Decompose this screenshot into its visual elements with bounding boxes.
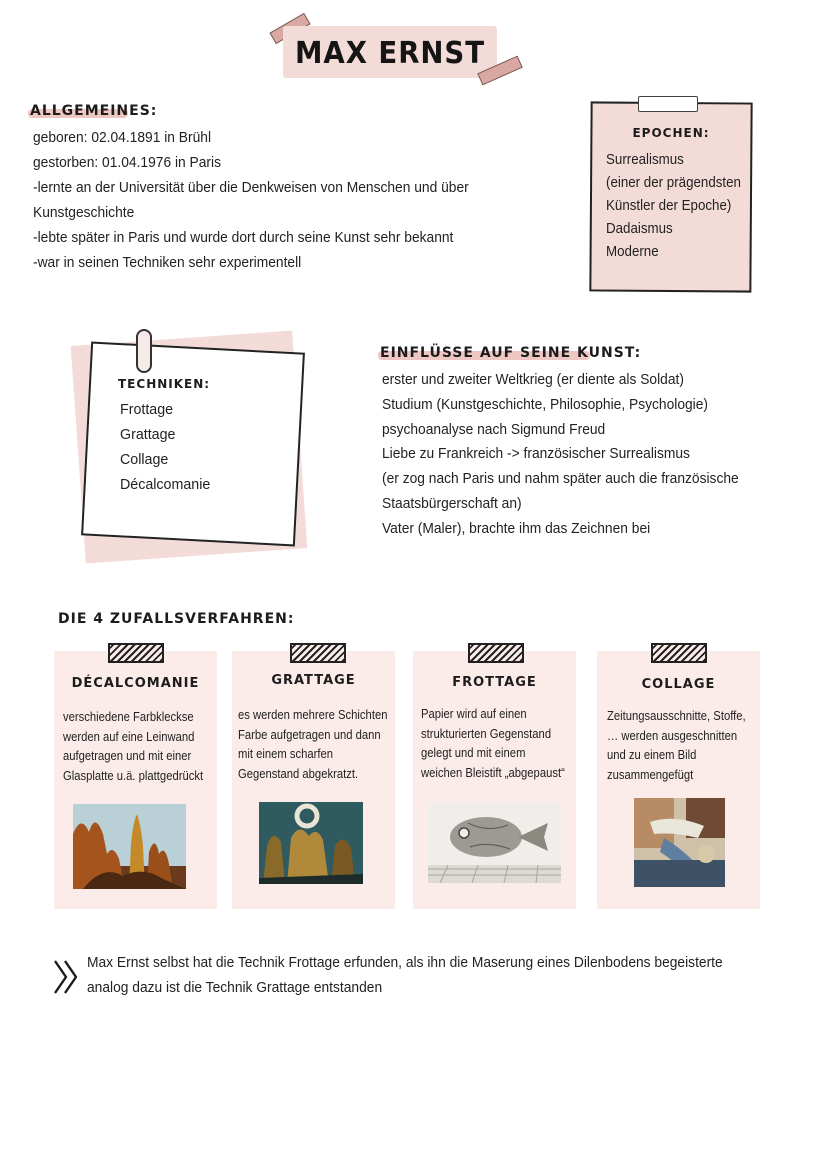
text-line: … werden ausgeschnitten <box>607 728 738 743</box>
techniken-list <box>120 397 215 497</box>
panel-text <box>63 708 223 786</box>
text-line: gelegt und mit einem <box>421 746 526 760</box>
paper-clip-icon <box>136 329 152 373</box>
text-line: Vater (Maler), brachte ihm das Zeichnen bei <box>382 519 651 537</box>
paper-clip-icon <box>638 96 698 112</box>
striped-tape-icon <box>108 643 164 663</box>
page-title: MAX ERNST <box>295 36 485 71</box>
text-line: es werden mehrere Schichten <box>238 708 388 722</box>
text-line: psychoanalyse nach Sigmund Freud <box>382 420 606 438</box>
list-item: Dadaismus <box>606 221 673 237</box>
list-item: Moderne <box>606 244 659 260</box>
text-line: strukturierten Gegenstand <box>421 726 552 741</box>
list-item: Collage <box>120 451 169 468</box>
list-item: Grattage <box>120 426 176 443</box>
double-chevron-right-icon <box>52 957 82 997</box>
decalcomanie-artwork <box>73 804 186 889</box>
grattage-artwork <box>259 802 363 884</box>
list-item: Frottage <box>120 401 174 418</box>
text-line: Papier wird auf einen <box>421 707 527 721</box>
zufallsverfahren-heading: DIE 4 ZUFALLSVERFAHREN: <box>58 611 295 627</box>
panel-text <box>607 707 767 785</box>
allgemeines-heading-text: ALLGEMEINES: <box>30 103 158 119</box>
allgemeines-heading <box>30 103 157 119</box>
techniken-heading: TECHNIKEN: <box>118 377 211 391</box>
text-line: Farbe aufgetragen und dann <box>238 727 381 742</box>
text-line: gestorben: 01.04.1976 in Paris <box>33 154 221 171</box>
einfluesse-heading <box>380 345 641 361</box>
text-line: -lernte an der Universität über die Denkweisen von Menschen und über <box>33 179 469 196</box>
panel-title: GRATTAGE <box>271 673 356 688</box>
einfluesse-heading-text: EINFLÜSSE AUF SEINE KUNST: <box>380 345 642 361</box>
epochen-list <box>606 149 756 264</box>
text-line: Studium (Kunstgeschichte, Philosophie, Psychologie) <box>382 395 709 413</box>
panel-title: DÉCALCOMANIE <box>71 676 200 691</box>
text-line: verschiedene Farbkleckse <box>63 710 194 724</box>
striped-tape-icon <box>290 643 346 663</box>
text-line: -lebte später in Paris und wurde dort durch seine Kunst sehr bekannt <box>33 229 454 246</box>
panel-title: FROTTAGE <box>452 675 537 690</box>
text-line: aufgetragen und mit einer <box>63 749 192 763</box>
einfluesse-text <box>382 368 802 542</box>
text-line: werden auf eine Leinwand <box>63 729 195 744</box>
text-line: analog dazu ist die Technik Grattage entstanden <box>87 979 383 996</box>
text-line: mit einem scharfen <box>238 747 334 761</box>
text-line: (er zog nach Paris und nahm später auch die französische <box>382 470 739 488</box>
list-item: (einer der prägendsten <box>606 175 741 191</box>
text-line: erster und zweiter Weltkrieg (er diente als Soldat) <box>382 371 684 388</box>
panel-text <box>421 705 581 783</box>
text-line: weichen Bleistift „abgepaust“ <box>421 765 565 780</box>
text-line: Glasplatte u.ä. plattgedrückt <box>63 768 204 783</box>
text-line: Staatsbürgerschaft an) <box>382 494 522 512</box>
panel-title: COLLAGE <box>641 677 716 692</box>
list-item: Künstler der Epoche) <box>606 198 732 214</box>
text-line: -war in seinen Techniken sehr experimentell <box>33 254 302 271</box>
frottage-artwork <box>428 803 561 883</box>
text-line: zusammengefügt <box>607 767 694 782</box>
epochen-heading: EPOCHEN: <box>632 126 710 140</box>
text-line: Zeitungsausschnitte, Stoffe, <box>607 709 746 723</box>
striped-tape-icon <box>468 643 524 663</box>
text-line: Gegenstand abgekratzt. <box>238 766 359 781</box>
panel-text <box>238 706 398 784</box>
closing-note <box>87 950 787 1000</box>
list-item: Décalcomanie <box>120 476 211 493</box>
striped-tape-icon <box>651 643 707 663</box>
text-line: Kunstgeschichte <box>33 204 135 221</box>
list-item: Surrealismus <box>606 152 684 168</box>
text-line: geboren: 02.04.1891 in Brühl <box>33 129 212 146</box>
text-line: Liebe zu Frankreich -> französischer Surrealismus <box>382 445 690 463</box>
collage-artwork <box>634 798 725 887</box>
allgemeines-text <box>33 125 553 275</box>
text-line: Max Ernst selbst hat die Technik Frottage erfunden, als ihn die Maserung eines Dilenbodens begeisterte <box>87 954 723 971</box>
text-line: und zu einem Bild <box>607 748 697 762</box>
